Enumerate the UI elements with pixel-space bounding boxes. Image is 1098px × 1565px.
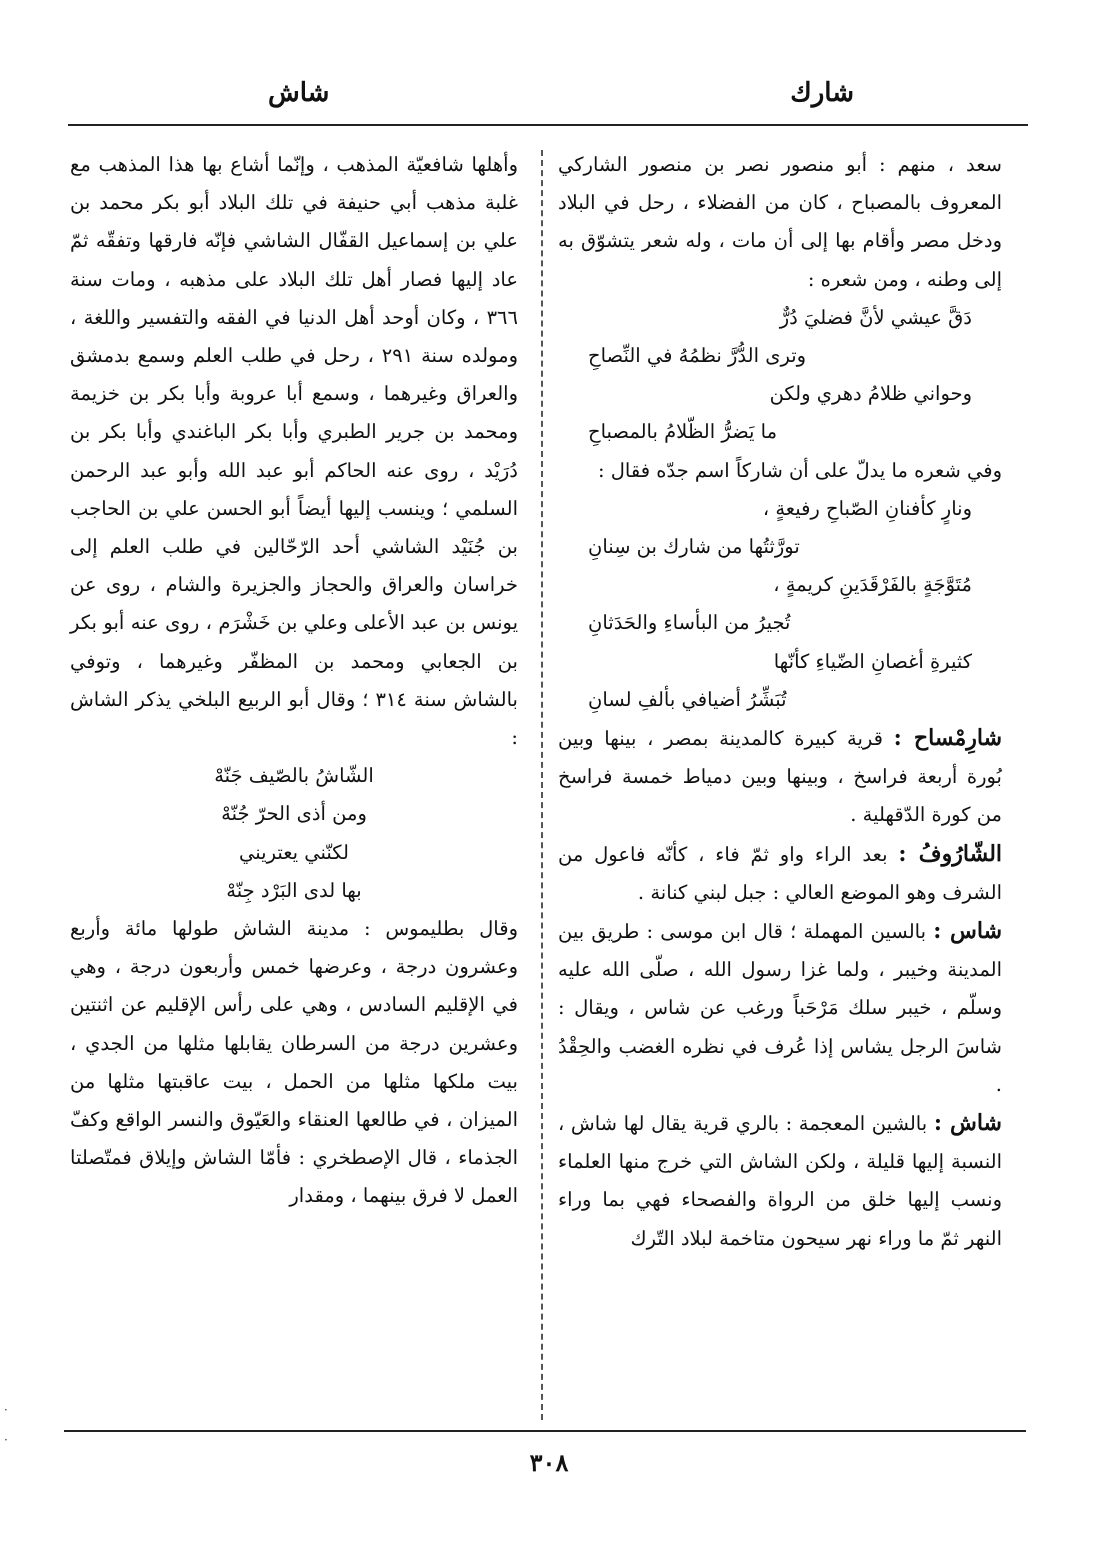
margin-marks: · · bbox=[4, 1403, 8, 1447]
poem-1-line-4: ما يَضرُّ الظّلامُ بالمصباحِ bbox=[588, 420, 778, 444]
footer-rule bbox=[64, 1430, 1026, 1432]
poem-2-line-6: تُبَشِّرُ أضيافي بألفِ لسانِ bbox=[588, 687, 787, 711]
entry-sharuf bbox=[558, 835, 1002, 912]
entry-body: بعد الراء واو ثمّ فاء ، كأنّه فاعول من الشرف وهو الموضع العالي : جبل لبني كنانة . bbox=[558, 842, 1002, 904]
right-para-1: سعد ، منهم : أبو منصور نصر بن منصور الشاركي المعروف بالمصباح ، كان من الفضلاء ، رحل في البلاد ودخل مصر وأقام بها إلى أن مات ، وله شعر يتشوّق به إلى وطنه ، ومن شعره : bbox=[558, 153, 1002, 291]
poem-2-line-4: تُجيرُ من البأساءِ والحَدَثانِ bbox=[588, 611, 791, 635]
header-rule bbox=[68, 124, 1028, 126]
right-column bbox=[558, 146, 1002, 1258]
poem-1-line-1: دَقَّ عيشي لأنَّ فضليَ دُرٌّ bbox=[779, 305, 972, 329]
poem-3-line-3: لكنّني يعتريني bbox=[239, 840, 349, 864]
entry-sharimsah bbox=[558, 719, 1002, 835]
running-header-left: شاش bbox=[268, 78, 330, 108]
poem-2-line-2: تورَّثتُها من شارك بن سِنانِ bbox=[588, 535, 800, 559]
poem-1-line-3: وحواني ظلامُ دهري ولكن bbox=[769, 382, 972, 406]
poem-3-line-1: الشّاشُ بالصّيف جَنّهْ bbox=[214, 764, 374, 788]
poem-3-line-4: بها لدى البَرْد جِنّهْ bbox=[226, 878, 362, 902]
entry-shash bbox=[558, 1104, 1002, 1258]
left-para-1: وأهلها شافعيّة المذهب ، وإنّما أشاع بها هذا المذهب مع غلبة مذهب أبي حنيفة في تلك البلاد أبو بكر محمد بن علي بن إسماعيل القفّال الشاشي فإنّه فارقها وتفقّه ثمّ عاد إليها فصار أهل تلك البلاد على مذهبه ، ومات سنة ٣٦٦ ، وكان أوحد أهل الدنيا في الفقه والتفسير واللغة ، ومولده سنة ٢٩١ ، رحل في طلب العلم وسمع بدمشق والعراق وغيرهما ، وسمع أبا عروبة وأبا بكر بن خزيمة ومحمد بن جرير الطبري وأبا بكر الباغندي وأبا بكر بن دُرَيْد ، روى عنه الحاكم أبو عبد الله وأبو عبد الرحمن السلمي ؛ وينسب إليها أيضاً أبو الحسن علي بن الحاجب بن جُنَيْد الشاشي أحد الرّحّالين في طلب العلم إلى خراسان والعراق والحجاز والجزيرة والشام ، روى عن يونس بن عبد الأعلى وعلي بن خَشْرَم ، روى عنه أبو بكر بن الجعابي ومحمد بن المظفّر وغيرهما ، وتوفي بالشاش سنة ٣١٤ ؛ وقال أبو الربيع البلخي يذكر الشاش : bbox=[70, 153, 518, 750]
entry-headword: شاس : bbox=[933, 918, 1003, 945]
entry-body: قرية كبيرة كالمدينة بمصر ، بينها وبين بُورة أربعة فراسخ ، وبينها وبين دمياط خمسة فراسخ من كورة الدّقهلية . bbox=[558, 727, 1002, 827]
poem-3 bbox=[70, 757, 518, 910]
poem-2 bbox=[558, 490, 1002, 719]
entry-body: بالشين المعجمة : بالري قرية يقال لها شاش ، النسبة إليها قليلة ، ولكن الشاش التي خرج منها العلماء ونسب إليها خلق من الرواة والفصحاء فهي بما وراء النهر ثمّ ما وراء نهر سيحون متاخمة لبلاد التّرك bbox=[558, 1112, 1002, 1250]
entry-headword: شاش : bbox=[933, 1110, 1002, 1137]
page-number: ٣٠٨ bbox=[529, 1448, 569, 1477]
poem-1-line-2: وترى الدُّرَّ نظمُهُ في النِّصاحِ bbox=[588, 344, 807, 368]
left-column bbox=[70, 146, 518, 1216]
poem-3-line-2: ومن أذى الحرّ جُنّهْ bbox=[221, 802, 367, 826]
entry-headword: الشّارُوفُ : bbox=[898, 840, 1003, 867]
entry-body: بالسين المهملة ؛ قال ابن موسى : طريق بين المدينة وخيبر ، ولما غزا رسول الله ، صلّى الله عليه وسلّم ، خيبر سلك مَرْحَباً ورغب عن شاس ، ويقال : شاسَ الرجل يشاس إذا عُرف في نظره الغضب والحِقْدُ . bbox=[558, 920, 1002, 1096]
entry-shas bbox=[558, 912, 1002, 1104]
running-header-right: شارك bbox=[790, 78, 854, 108]
poem-2-line-3: مُتَوَّجَةٍ بالفَرْقَدَينِ كريمةٍ ، bbox=[773, 573, 972, 597]
entry-headword: شارِمْساح : bbox=[893, 725, 1003, 752]
left-para-2: وقال بطليموس : مدينة الشاش طولها مائة وأربع وعشرون درجة ، وعرضها خمس وأربعون درجة ، وهي في الإقليم السادس ، وهي على رأس الإقليم عن اثنتين وعشرين درجة من السرطان يقابلها مثلها من الجدي ، بيت ملكها مثلها من الحمل ، بيت عاقبتها مثلها من الميزان ، في طالعها العنقاء والعَيّوق والنسر الواقع وكفّ الجذماء ، قال الإصطخري : فأمّا الشاش وإيلاق فمتّصلتا العمل لا فرق بينهما ، ومقدار bbox=[70, 917, 518, 1208]
poem-2-line-5: كثيرةِ أغصانِ الضّياءِ كأنّها bbox=[773, 649, 972, 673]
column-divider bbox=[541, 150, 543, 1420]
poem-1 bbox=[558, 299, 1002, 452]
poem-2-line-1: ونارٍ كأفنانِ الصّباحِ رفيعةٍ ، bbox=[762, 496, 972, 520]
right-para-2: وفي شعره ما يدلّ على أن شاركاً اسم جدّه فقال : bbox=[597, 458, 1002, 482]
